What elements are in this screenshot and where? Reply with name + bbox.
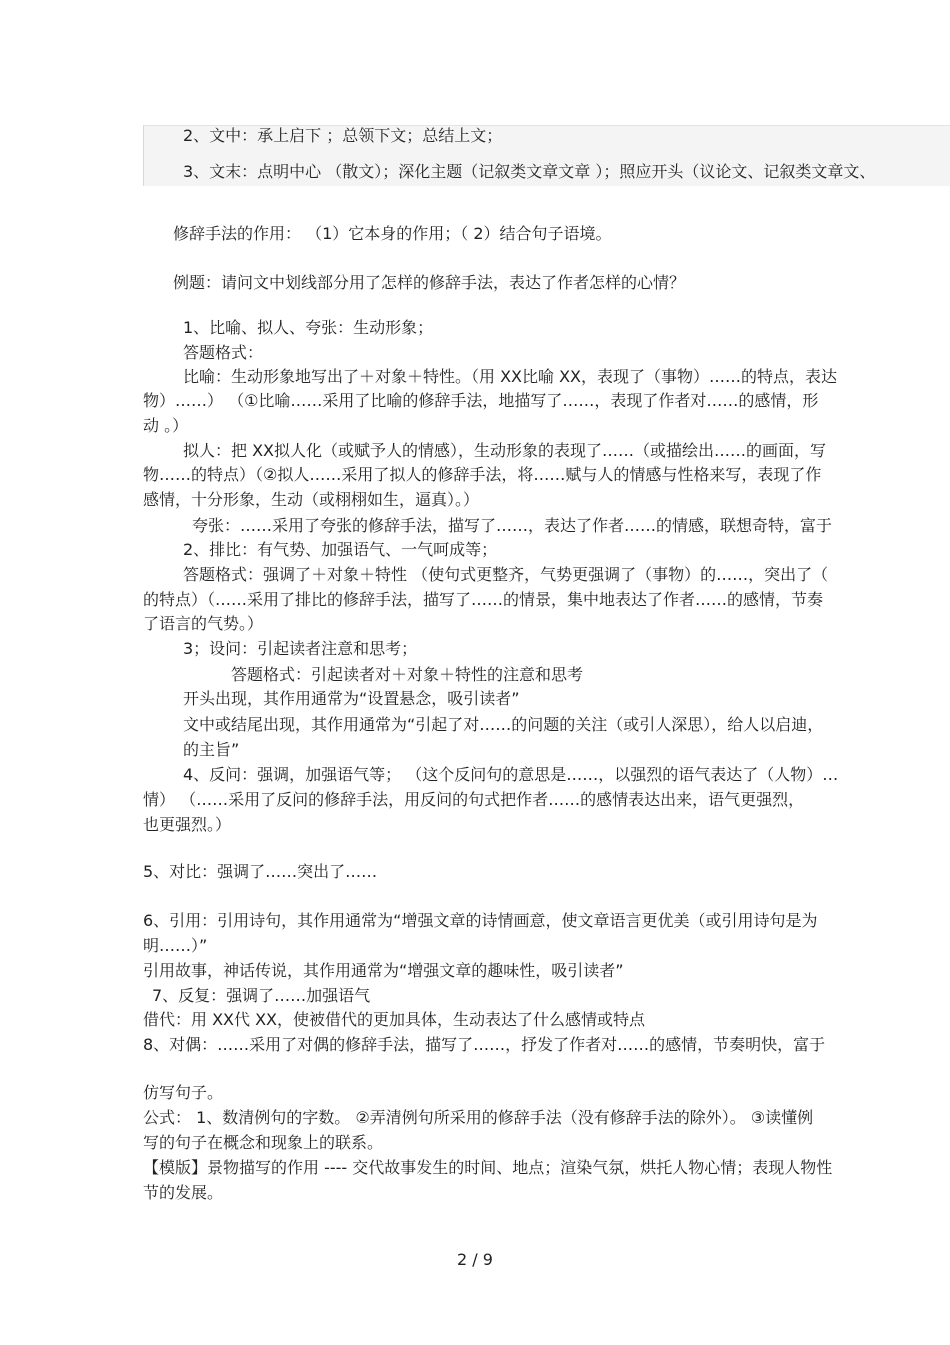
item-3-heading: 3；设问：引起读者注意和思考； — [183, 639, 418, 658]
item-5: 5、对比：强调了……突出了…… — [143, 862, 378, 881]
metaphor-line-2: 物）……） （①比喻……采用了比喻的修辞手法，地描写了……，表现了作者对……的感情，形 — [143, 391, 819, 410]
metaphor-line-3: 动 。） — [143, 416, 189, 435]
item-6-line-2: 明……）” — [143, 936, 208, 955]
metaphor-line-1: 比喻：生动形象地写出了＋对象＋特性。（用 XX比喻 XX，表现了（事物）……的特点，表达 — [183, 367, 838, 386]
box-line-2: 3、文末：点明中心 （散文）；深化主题（记叙类文章文章 ）；照应开头（议论文、记叙类文章文、 — [183, 162, 876, 181]
personify-line-1: 拟人：把 XX拟人化（或赋予人的情感），生动形象的表现了……（或描绘出……的画面，写 — [183, 441, 827, 460]
exaggerate-line: 夸张：……采用了夸张的修辞手法，描写了……，表达了作者……的情感，联想奇特，富于 — [192, 516, 833, 535]
personify-line-2: 物……的特点）（②拟人……采用了拟人的修辞手法，将……赋与人的情感与性格来写，表现了作 — [143, 465, 822, 484]
item-7: 7、反复：强调了……加强语气 — [152, 986, 371, 1005]
item-8: 8、对偶：……采用了对偶的修辞手法，描写了……，抒发了作者对……的感情，节奏明快，富于 — [143, 1035, 826, 1054]
item-6-line-1: 6、引用：引用诗句，其作用通常为“增强文章的诗情画意，使文章语言更优美（或引用诗句是为 — [143, 911, 818, 930]
parallel-line-2: 的特点）（……采用了排比的修辞手法，描写了……的情景，集中地表达了作者……的感情，节奏 — [143, 590, 824, 609]
question-mid-line-2: 的主旨” — [183, 740, 240, 759]
formula-line-2: 写的句子在概念和现象上的联系。 — [143, 1133, 384, 1152]
box-line-1: 2、文中：承上启下 ；总领下文；总结上文； — [183, 126, 503, 145]
item-4-line-3: 也更强烈。） — [143, 815, 232, 834]
item-4-line-1: 4、反问：强调，加强语气等； （这个反问句的意思是……，以强烈的语气表达了（人物）… — [183, 765, 839, 784]
question-format: 答题格式：引起读者对＋对象＋特性的注意和思考 — [231, 665, 584, 684]
rhetoric-intro: 修辞手法的作用： （1）它本身的作用；（ 2）结合句子语境。 — [173, 224, 612, 243]
item-4-line-2: 情） （……采用了反问的修辞手法，用反问的句式把作者……的感情表达出来，语气更强烈， — [143, 790, 805, 809]
parallel-line-1: 答题格式：强调了＋对象＋特性 （使句式更整齐，气势更强调了（事物）的……，突出了（ — [183, 565, 829, 584]
example-question: 例题：请问文中划线部分用了怎样的修辞手法，表达了作者怎样的心情？ — [173, 273, 686, 292]
parallel-line-3: 了语言的气势。） — [143, 614, 264, 633]
imitation-title: 仿写句子。 — [143, 1083, 224, 1102]
question-mid-line-1: 文中或结尾出现，其作用通常为“引起了对……的问题的关注（或引人深思），给人以启迪， — [183, 715, 824, 734]
formula-line-1: 公式： 1、数清例句的字数。 ②弄清例句所采用的修辞手法（没有修辞手法的除外）。 ③读懂例 — [143, 1108, 814, 1127]
metonymy-line: 借代：用 XX代 XX，使被借代的更加具体，生动表达了什么感情或特点 — [143, 1010, 646, 1029]
page-number: 2 / 9 — [457, 1250, 493, 1269]
template-line-1: 【模版】景物描写的作用 ---- 交代故事发生的时间、地点；渲染气氛，烘托人物心情；表现人物性 — [143, 1158, 833, 1177]
item-2-heading: 2、排比：有气势、加强语气、一气呵成等； — [183, 540, 498, 559]
personify-line-3: 感情，十分形象，生动（或栩栩如生，逼真）。） — [143, 490, 480, 509]
item-6-line-3: 引用故事，神话传说，其作用通常为“增强文章的趣味性，吸引读者” — [143, 961, 624, 980]
question-start: 开头出现，其作用通常为“设置悬念，吸引读者” — [183, 689, 520, 708]
item-1-heading: 1、比喻、拟人、夸张：生动形象； — [183, 318, 434, 337]
template-line-2: 节的发展。 — [143, 1183, 224, 1202]
answer-format-label: 答题格式： — [183, 343, 264, 362]
